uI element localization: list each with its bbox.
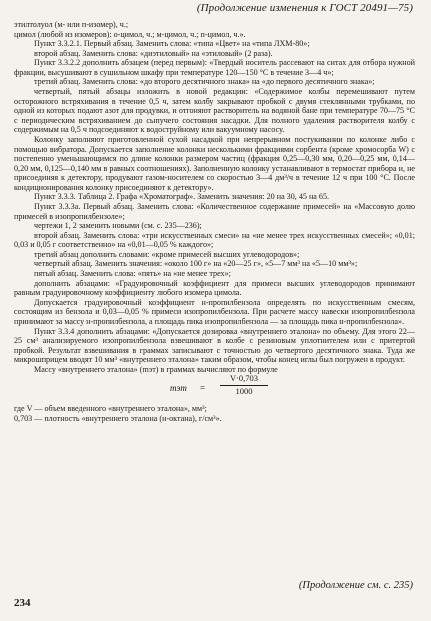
paragraph: Пункт 3.3.2.2 дополнить абзацем (перед первым): «Твердый носитель рассевают на ситах для отбора нужной фракции, высушивают в сушильном шкафу при температуре 120—150 °С в течение 3—4 ч»; [14,58,415,77]
formula-numerator: V·0,703 [220,374,268,386]
paragraph: второй абзац. Заменить слова: «три искусственных смеси» на «не менее трех искусственных смесей»; «0,01; 0,03 и 0,05 г соответственно» на «0,01—0,05 % каждого»; [14,230,415,250]
continuation-note: (Продолжение см. с. 235) [298,580,413,591]
paragraph: где V — объем введенного «внутреннего эталона», мм³; [14,404,207,414]
paragraph: 0,703 — плотность «внутреннего эталона (н-октана), г/см³». [14,413,222,423]
paragraph: чертежи 1, 2 заменить новыми (см. с. 235—236); [34,221,202,231]
page-number: 234 [14,597,31,609]
formula-equals: = [200,383,206,394]
paragraph: Пункт 3.3.3. Таблица 2. Графа «Хроматограф». Заменить значения: 20 на 30, 45 на 65. [34,192,330,202]
paragraph: третий абзац. Заменить слова: «до второго десятичного знака» на «до первого десятичного знака»; [34,77,375,87]
formula-lhs: mэт [170,383,187,394]
paragraph: четвертый абзац. Заменить значения: «около 100 г» на «20—25 г», «5—7 мм³ на «5—10 мм³»; [34,259,358,269]
paragraph: второй абзац. Заменить слова: «диэтиловый» на «этиловый» (2 раза). [34,48,273,58]
formula-denominator: 1000 [235,385,253,396]
paragraph: дополнить абзацами: «Градуировочный коэффициент для примеси высших углеводородов принимают равным градуировочному коэффициенту любого изомера цимола. [14,278,415,298]
paragraph: Пункт 3.3.2.1. Первый абзац. Заменить слова: «типа «Цвет» на «типа ЛХМ-80»; [34,39,310,49]
paragraph: четвертый, пятый абзацы изложить в новой редакции: «Содержимое колбы перемешивают путем осторожного встряхивания в течение 0,5 ч, затем колбу закрывают пробкой с двумя стеклянными трубками, по одной из которых подают азот для продувки, и отгоняют растворитель на водяной бане при температуре 70—75 °С с периодическим встряхиванием до сыпучего состояния насадки. Для полного удаления растворителя колбу с содержимым на 0,5 ч подсоединяют к водоструйному или вакуумному насосу. [14,87,415,135]
formula-explanation [14,404,415,423]
paragraph: Массу «внутреннего эталона» (mэт) в граммах вычисляют по формуле [34,364,278,374]
paragraph: Допускается градуировочный коэффициент н-пропилбензола определять по искусственным смесям, состоящим из бензола и 0,03—0,05 % примеси изопропилбензола. При расчете массу навески изопропилбензола принимают за массу н-пропилбензола, а площадь пика изопропилбензола — за площадь пика н-пропилбензола». [14,297,415,326]
paragraph-list [14,20,415,374]
paragraph: цимол (любой из изомеров): о-цимол, ч.; м-цимол, ч.; п-цимол, ч.». [14,29,246,39]
paragraph: Пункт 3.3.3а. Первый абзац. Заменить слова: «Количественное содержание примесей» на «Массовую долю примесей в изопропилбензоле»; [14,201,415,221]
paragraph: Колонку заполняют приготовленной сухой насадкой при непрерывном постукивании по колонке либо с помощью вибратора. Допускается заполнение колонки несколькими фракциями сорбента (кроме хромосорба W) с постепенно уменьшающимся по длине колонки размером частиц (фракция 0,25—0,30 мм, 0,20—0,25 мм, 0,14—0,20 мм, 0,125—0,140 мм в равных соотношениях). Заполненную колонку устанавливают в термостат прибора и, не присоединяя к детектору, продувают газом-носителем со скоростью 3—4 дм³/ч в течение 12 ч при 100 °С. После кондиционирования колонку присоединяют к детектору». [14,134,415,192]
page-header: (Продолжение изменения к ГОСТ 20491—75) [196,2,413,14]
paragraph: пятый абзац. Заменить слова: «пять» на «не менее трех»; [34,269,231,279]
paragraph: Пункт 3.3.4 дополнить абзацами: «Допускается дозировка «внутреннего эталона» по объему. Для этого 22—25 см³ анализируемого изопропилбензола взвешивают в колбе с резиновым уплотнителем или с притертой пробкой. Результат взвешивания в граммах записывают с точностью до четвертого десятичного знака. Туда же микрошприцем вводят 10 мм³ «внутреннего эталона» таким образом, чтобы конец иглы был погружен в продукт. [14,326,415,365]
formula-fraction [220,374,268,396]
paragraph: этилтолуол (м- или п-изомер), ч.; [14,20,129,29]
paragraph: третий абзац дополнить словами: «кроме примесей высших углеводородов»; [34,249,300,259]
mass-formula [14,374,415,404]
document-body [14,20,415,424]
